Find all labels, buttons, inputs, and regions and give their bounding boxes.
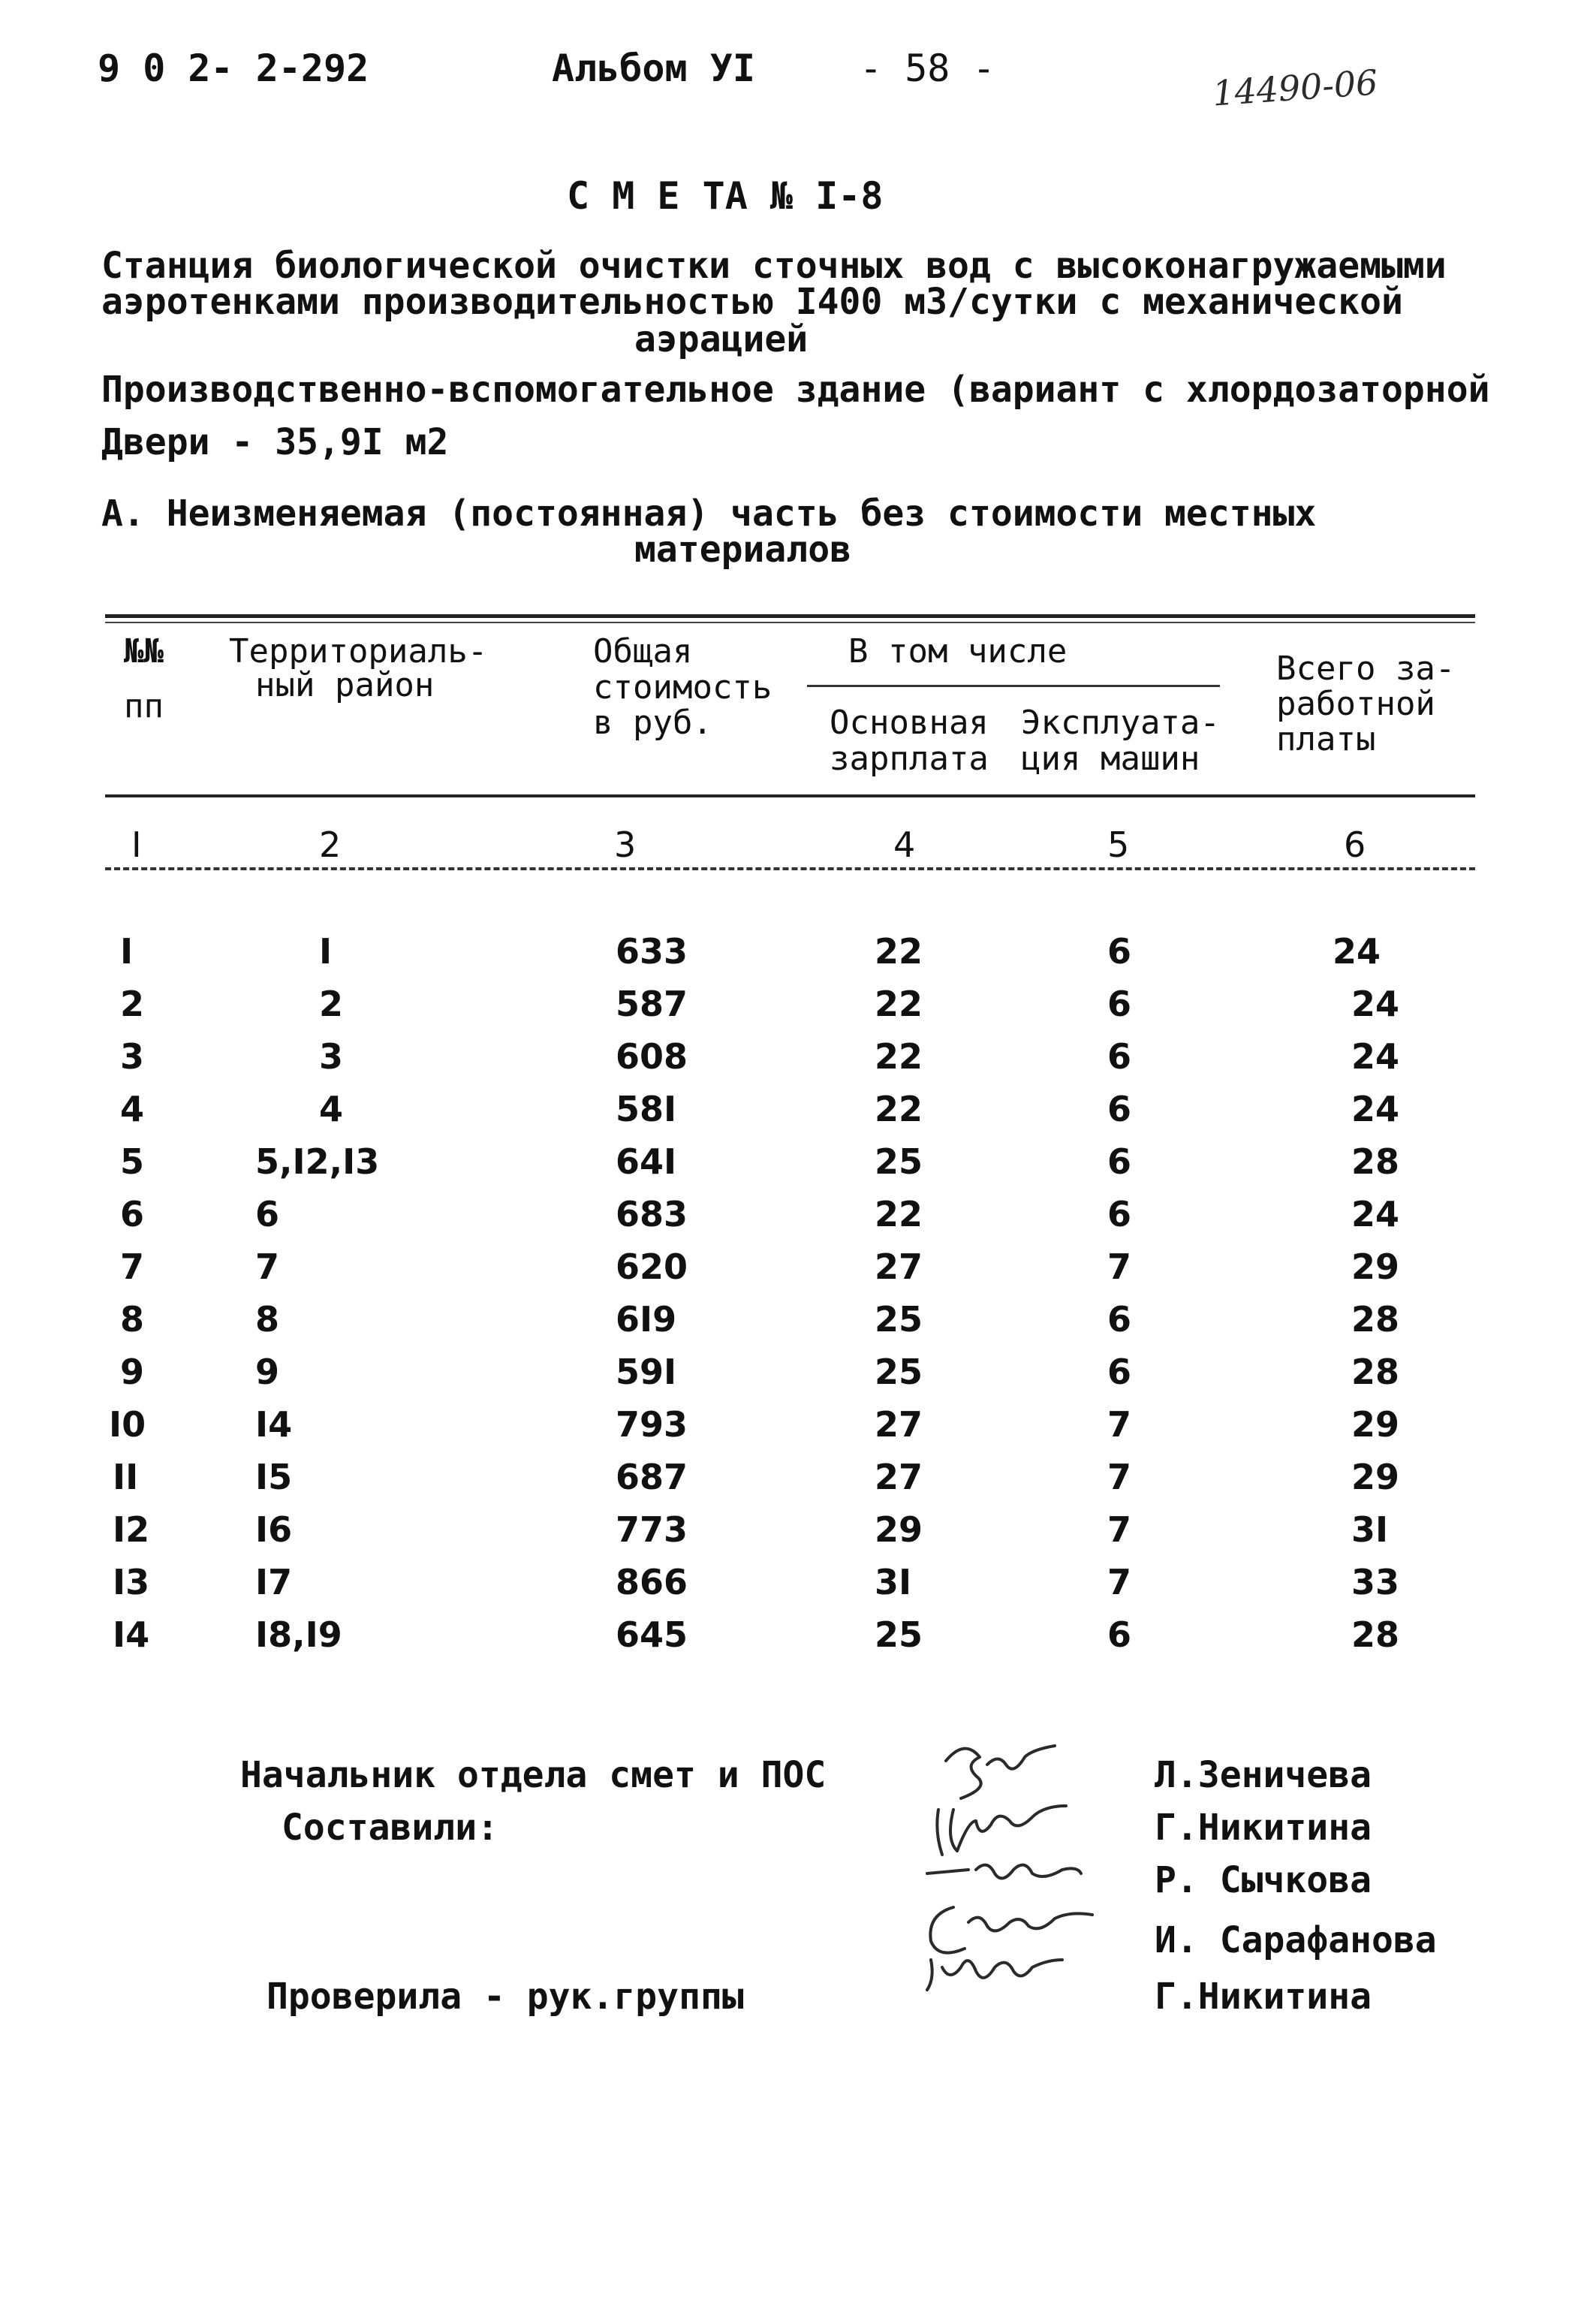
signer-name-3: Р. Сычкова [1155, 1859, 1372, 1901]
subject-line-2: аэротенками производительностью І400 м3/сутки с механической [101, 281, 1403, 323]
row-14-total: 645 [616, 1614, 688, 1655]
row-8-total: 6І9 [616, 1299, 677, 1340]
row-5-wage: 25 [875, 1141, 923, 1182]
col-region-header-l1: Территориаль- [229, 632, 488, 671]
row-7-machines: 7 [1107, 1246, 1132, 1287]
col-allwage-header-l1: Всего за- [1276, 650, 1456, 688]
row-1-total: 633 [616, 931, 688, 972]
row-10-region: І4 [255, 1404, 293, 1445]
estimate-title: С М Е ТА № І-8 [567, 174, 884, 218]
row-9-machines: 6 [1107, 1352, 1132, 1392]
row-13-machines: 7 [1107, 1562, 1132, 1602]
column-number-2: 2 [319, 824, 342, 865]
row-13-total: 866 [616, 1562, 688, 1602]
row-9-total: 59І [616, 1352, 677, 1392]
row-8-region: 8 [255, 1299, 280, 1340]
compiled-by-label: Составили: [282, 1807, 498, 1849]
col-machines-header-l1: Эксплуата- [1021, 704, 1220, 742]
signer-name-4: И. Сарафанова [1155, 1919, 1437, 1961]
row-10-machines: 7 [1107, 1404, 1132, 1445]
row-4-all-wage: 24 [1351, 1089, 1400, 1129]
col-number-header-l1: №№ [124, 632, 164, 671]
row-1-wage: 22 [875, 931, 923, 972]
row-11-total: 687 [616, 1457, 688, 1497]
row-5-region: 5,І2,І3 [255, 1141, 380, 1182]
row-6-all-wage: 24 [1351, 1194, 1400, 1234]
page-number: - 58 - [860, 47, 995, 90]
signer-name-2: Г.Никитина [1155, 1807, 1372, 1849]
row-7-total: 620 [616, 1246, 688, 1287]
row-5-all-wage: 28 [1351, 1141, 1400, 1182]
col-number-header-l2: пп [124, 687, 164, 725]
row-3-all-wage: 24 [1351, 1036, 1400, 1077]
row-14-machines: 6 [1107, 1614, 1132, 1655]
row-2-all-wage: 24 [1351, 984, 1400, 1024]
column-number-4: 4 [893, 824, 916, 865]
row-12-number: І2 [113, 1509, 150, 1550]
row-4-number: 4 [120, 1089, 145, 1129]
part-line-2: материалов [634, 529, 851, 571]
row-13-region: І7 [255, 1562, 293, 1602]
row-5-total: 64І [616, 1141, 677, 1182]
row-10-wage: 27 [875, 1404, 923, 1445]
handwritten-signatures [901, 1720, 1149, 2012]
col-total-header-l2: стоимость [593, 668, 772, 707]
row-3-machines: 6 [1107, 1036, 1132, 1077]
row-8-machines: 6 [1107, 1299, 1132, 1340]
signer-name-5: Г.Никитина [1155, 1976, 1372, 2018]
album-label: Альбом УІ [552, 47, 755, 90]
row-12-total: 773 [616, 1509, 688, 1550]
row-10-number: І0 [109, 1404, 146, 1445]
col-total-header-l3: в руб. [593, 704, 712, 742]
row-13-all-wage: 33 [1351, 1562, 1400, 1602]
signature-nikitina-2 [927, 1960, 1062, 1990]
row-9-region: 9 [255, 1352, 280, 1392]
row-14-number: І4 [113, 1614, 150, 1655]
row-11-wage: 27 [875, 1457, 923, 1497]
row-2-region: 2 [319, 984, 344, 1024]
row-4-machines: 6 [1107, 1089, 1132, 1129]
column-number-3: 3 [614, 824, 637, 865]
col-machines-header-l2: ция машин [1021, 740, 1200, 778]
group-header: В том числе [848, 632, 1068, 671]
table-top-rule-inner [105, 622, 1475, 623]
header-bottom-rule [105, 794, 1475, 797]
row-14-region: І8,І9 [255, 1614, 342, 1655]
row-8-all-wage: 28 [1351, 1299, 1400, 1340]
row-4-wage: 22 [875, 1089, 923, 1129]
row-7-number: 7 [120, 1246, 145, 1287]
row-5-machines: 6 [1107, 1141, 1132, 1182]
part-line-1: А. Неизменяемая (постоянная) часть без стоимости местных [101, 493, 1317, 535]
row-1-number: І [120, 931, 134, 972]
col-allwage-header-l3: платы [1276, 720, 1376, 758]
building-name: Производственно-вспомогательное здание (вариант с хлордозаторной [101, 369, 1490, 411]
row-5-number: 5 [120, 1141, 145, 1182]
row-10-total: 793 [616, 1404, 688, 1445]
col-allwage-header-l2: работной [1276, 685, 1435, 723]
row-12-machines: 7 [1107, 1509, 1132, 1550]
row-8-number: 8 [120, 1299, 145, 1340]
row-11-region: І5 [255, 1457, 293, 1497]
row-11-number: ІІ [113, 1457, 139, 1497]
row-4-region: 4 [319, 1089, 344, 1129]
row-1-machines: 6 [1107, 931, 1132, 972]
table-top-rule [105, 614, 1475, 618]
row-6-machines: 6 [1107, 1194, 1132, 1234]
row-2-total: 587 [616, 984, 688, 1024]
row-7-wage: 27 [875, 1246, 923, 1287]
subject-line-1: Станция биологической очистки сточных вод с высоконагружаемыми [101, 245, 1447, 287]
column-number-dashed-rule [105, 867, 1475, 870]
row-11-machines: 7 [1107, 1457, 1132, 1497]
row-14-wage: 25 [875, 1614, 923, 1655]
row-3-total: 608 [616, 1036, 688, 1077]
col-region-header-l2: ный район [255, 666, 435, 704]
col-wage-header-l1: Основная [830, 704, 989, 742]
inventory-number: 14490-06 [1211, 62, 1380, 114]
row-3-region: 3 [319, 1036, 344, 1077]
row-12-wage: 29 [875, 1509, 923, 1550]
signature-sychkova [927, 1865, 1081, 1879]
subject-line-3: аэрацией [634, 318, 809, 360]
row-3-wage: 22 [875, 1036, 923, 1077]
row-6-total: 683 [616, 1194, 688, 1234]
group-header-rule [807, 685, 1220, 687]
row-2-machines: 6 [1107, 984, 1132, 1024]
column-number-1: І [131, 824, 142, 865]
signer-name-1: Л.Зеничева [1155, 1754, 1372, 1796]
row-10-all-wage: 29 [1351, 1404, 1400, 1445]
document-code: 9 0 2- 2-292 [98, 47, 369, 90]
row-2-number: 2 [120, 984, 145, 1024]
row-8-wage: 25 [875, 1299, 923, 1340]
row-7-region: 7 [255, 1246, 280, 1287]
row-9-number: 9 [120, 1352, 145, 1392]
row-6-region: 6 [255, 1194, 280, 1234]
row-13-number: І3 [113, 1562, 150, 1602]
estimate-item: Двери - 35,9І м2 [101, 421, 449, 463]
row-4-total: 58І [616, 1089, 677, 1129]
signature-zenicheva [946, 1746, 1055, 1798]
row-1-all-wage: 24 [1333, 931, 1381, 972]
checked-by-label: Проверила - рук.группы [267, 1976, 744, 2018]
row-12-region: І6 [255, 1509, 293, 1550]
row-11-all-wage: 29 [1351, 1457, 1400, 1497]
row-6-number: 6 [120, 1194, 145, 1234]
row-7-all-wage: 29 [1351, 1246, 1400, 1287]
signature-sarafanova [930, 1907, 1092, 1953]
row-9-wage: 25 [875, 1352, 923, 1392]
row-14-all-wage: 28 [1351, 1614, 1400, 1655]
column-number-6: 6 [1344, 824, 1366, 865]
row-12-all-wage: 3І [1351, 1509, 1389, 1550]
row-13-wage: 3І [875, 1562, 912, 1602]
head-of-department-label: Начальник отдела смет и ПОС [240, 1754, 827, 1796]
col-wage-header-l2: зарплата [830, 740, 989, 778]
signature-nikitina-1 [937, 1806, 1066, 1855]
row-3-number: 3 [120, 1036, 145, 1077]
row-1-region: І [319, 931, 333, 972]
row-6-wage: 22 [875, 1194, 923, 1234]
column-number-5: 5 [1107, 824, 1130, 865]
row-9-all-wage: 28 [1351, 1352, 1400, 1392]
col-total-header-l1: Общая [593, 632, 693, 671]
row-2-wage: 22 [875, 984, 923, 1024]
